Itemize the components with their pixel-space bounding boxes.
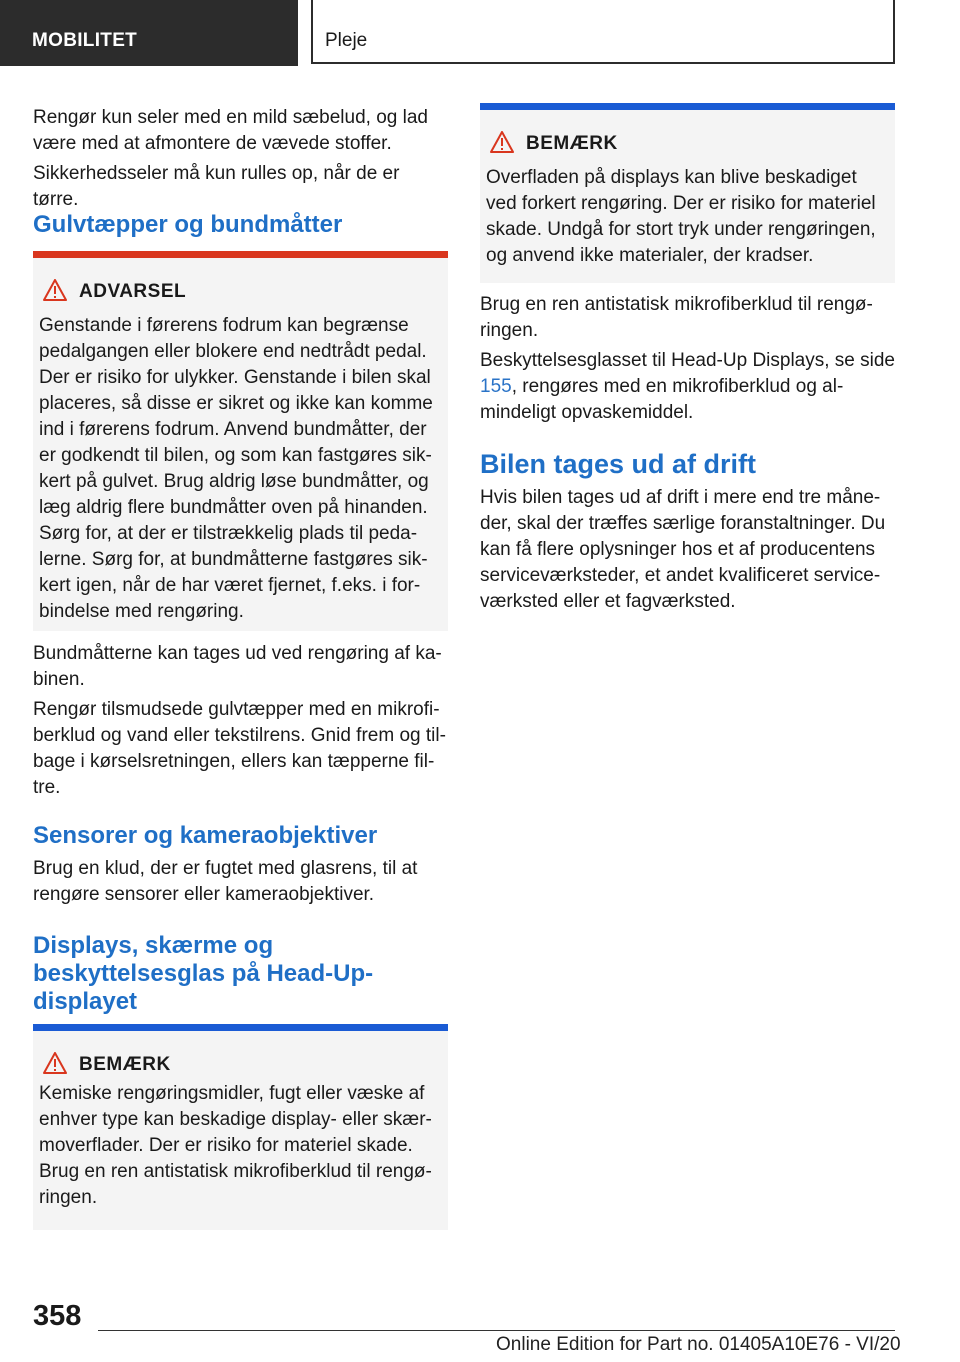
footer-divider <box>98 1330 895 1331</box>
note-bar <box>33 1024 448 1031</box>
text-fragment: Beskyttelsesglasset til Head-Up Displays, se side <box>480 350 896 371</box>
edition-text: Online Edition for Part no. 01405A10E76 - VI/20 <box>496 1334 901 1355</box>
carpets-paragraph-1: Bundmåtterne kan tages ud ved rengøring af kabinen. <box>33 643 442 690</box>
intro-paragraph-2: Sikkerhedsseler må kun rulles op, når de er tørre. <box>33 163 400 210</box>
note-text: Kemiske rengøringsmidler, fugt eller væske af enhver type kan beskadige display- eller skærmoverflader. Der er risiko for materiel skade. Brug en ren antistatisk mikrofiberklud til rengøringen. <box>39 1083 432 1208</box>
warning-text: Genstande i førerens fodrum kan begrænse pedalgangen eller blokere end nedtrådt pedal. Der er risiko for ulykker. Genstande i bilen skal placeres, så disse er sikret og ikke kan komme ind i førerens fodrum. Anvend bundmåtter, der er godkendt til bilen, og som kan fastgøres sikkert på gulvet. Brug aldrig løse bundmåtter, og læg aldrig flere bundmåtter oven på hinanden. Sørg for, at der er tilstrækkelig plads til pedalerne. Sørg for, at bundmåtterne fastgøres sikkert igen, når de har været fjernet, f.eks. i forbindelse med rengøring. <box>39 315 433 622</box>
page-header <box>0 0 960 66</box>
note-text: Overfladen på displays kan blive beskadiget ved forkert rengøring. Der er risiko for materiel skade. Undgå for stort tryk under rengøringen, og anvend ikke materialer, der kradser. <box>486 167 876 266</box>
note-bar <box>480 103 895 110</box>
section-tab: MOBILITET <box>0 0 298 66</box>
intro-paragraph: Rengør kun seler med en mild sæbelud, og lad være med at afmontere de vævede stoffer. <box>33 107 428 154</box>
page-link-155[interactable]: 155 <box>480 376 512 397</box>
heading-storage: Bilen tages ud af drift <box>480 449 757 479</box>
text-fragment: , rengøres med en mikrofiberklud og almindeligt opvaskemiddel. <box>480 376 844 423</box>
note-box-right <box>480 103 895 283</box>
carpets-paragraph-2: Rengør tilsmudsede gulvtæpper med en mikrofiberklud og vand eller tekstilrens. Gnid frem og tilbage i kørselsretningen, ellers kan tæpperne filtre. <box>33 699 446 798</box>
heading-displays: Displays, skærme og beskyttelsesglas på Head-Up-displayet <box>33 932 374 1015</box>
caution-icon <box>43 1052 67 1074</box>
storage-paragraph: Hvis bilen tages ud af drift i mere end tre måneder, skal der træffes særlige foranstaltninger. Du kan få flere oplysninger hos et af producentens serviceværksteder, et andet kvalificeret serviceværksted eller et fagværksted. <box>480 487 886 612</box>
page-number: 358 <box>33 1300 82 1332</box>
heading-carpets: Gulvtæpper og bundmåtter <box>33 211 343 238</box>
note-box-left <box>33 1024 448 1230</box>
heading-sensors: Sensorer og kameraobjektiver <box>33 822 378 849</box>
note-title: BEMÆRK <box>526 133 618 154</box>
sensors-paragraph: Brug en klud, der er fugtet med glasrens, til at rengøre sensorer eller kameraobjektiver. <box>33 858 418 905</box>
display-paragraph-2 <box>480 348 895 426</box>
warning-title: ADVARSEL <box>79 281 187 302</box>
note-title: BEMÆRK <box>79 1054 171 1075</box>
warning-bar <box>33 251 448 258</box>
caution-icon <box>490 131 514 153</box>
warning-icon <box>43 279 67 301</box>
chapter-tab: Pleje <box>311 0 895 64</box>
warning-box <box>33 251 448 631</box>
display-paragraph-1: Brug en ren antistatisk mikrofiberklud til rengøringen. <box>480 294 873 341</box>
